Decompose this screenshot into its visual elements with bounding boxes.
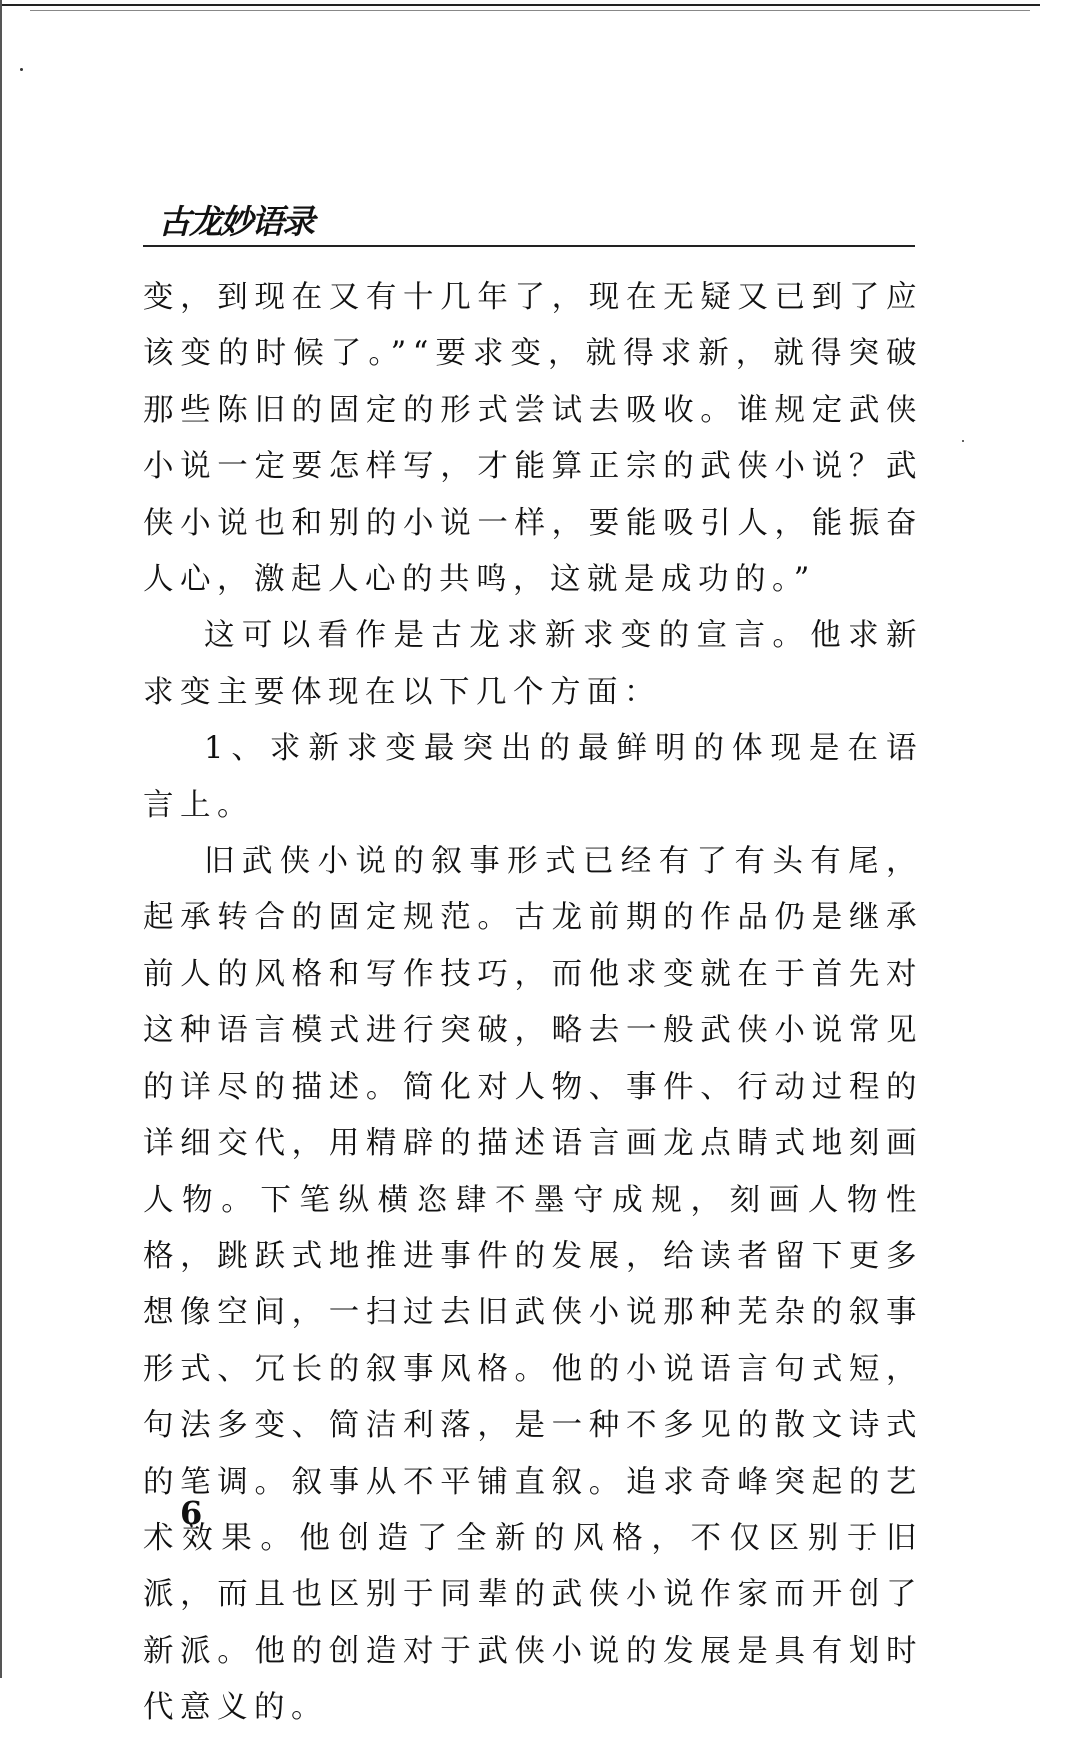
running-head-title: 古龙妙语录: [158, 202, 313, 241]
page-number: 6: [180, 1494, 203, 1532]
header-rule: [143, 245, 915, 247]
paragraph: 旧武侠小说的叙事形式已经有了有头有尾，起承转合的固定规范。古龙前期的作品仍是继承前人的风格和写作技巧，而他求变就在于首先对这种语言模式进行突破，略去一般武侠小说常见的详尽的描述。简化对人物、事件、行动过程的详细交代，用精辟的描述语言画龙点睛式地刻画人物。下笔纵横恣肆不墨守成规，刻画人物性格，跳跃式地推进事件的发展，给读者留下更多想像空间，一扫过去旧武侠小说那种芜杂的叙事形式、冗长的叙事风格。他的小说语言句式短，句法多变、简洁利落，是一种不多见的散文诗式的笔调。叙事从不平铺直叙。追求奇峰突起的艺术效果。他创造了全新的风格，不仅区别于旧派，而且也区别于同辈的武侠小说作家而开创了新派。他的创造对于武侠小说的发展是具有划时代意义的。: [143, 844, 923, 1726]
paragraph-numbered: 1、求新求变最突出的最鲜明的体现是在语言上。: [143, 731, 923, 823]
scan-left-edge: [0, 0, 2, 1678]
scan-speck: [962, 440, 964, 442]
scan-speck: [20, 68, 23, 71]
scan-top-border: [0, 4, 1040, 6]
body-text: [143, 270, 923, 1737]
paragraph-continued: 变，到现在又有十几年了，现在无疑又已到了应该变的时候了。”“要求变，就得求新，就得突破那些陈旧的固定的形式尝试去吸收。谁规定武侠小说一定要怎样写，才能算正宗的武侠小说？武侠小说也和别的小说一样，要能吸引人，能振奋人心，激起人心的共鸣，这就是成功的。”: [143, 280, 923, 598]
scan-top-border-faint: [30, 10, 1030, 11]
paragraph: 这可以看作是古龙求新求变的宣言。他求新求变主要体现在以下几个方面：: [143, 618, 923, 710]
